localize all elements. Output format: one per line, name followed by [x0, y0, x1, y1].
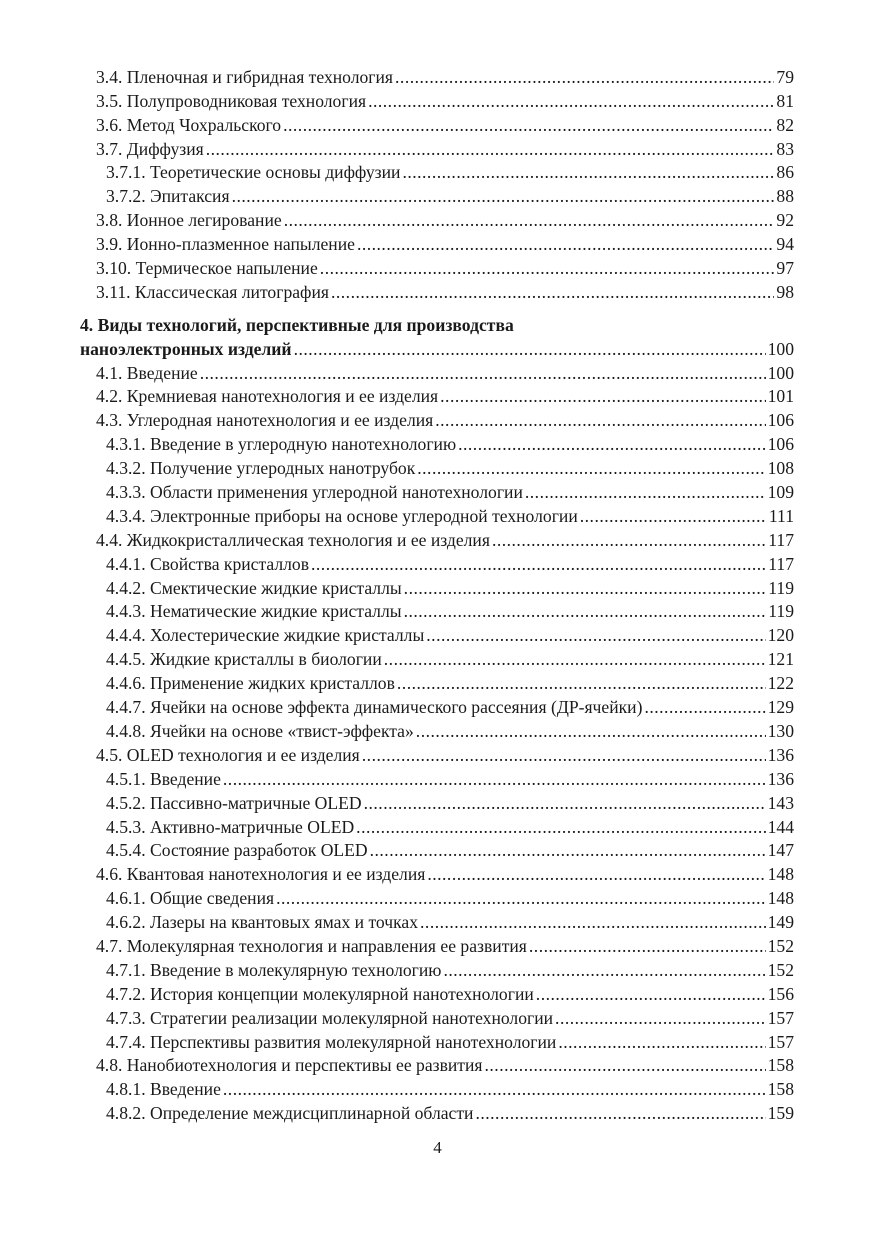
- toc-entry-page: 98: [776, 281, 794, 302]
- toc-entry-page: 120: [767, 625, 794, 646]
- table-of-contents: [80, 64, 794, 1124]
- dot-leader: [200, 363, 766, 384]
- toc-entry-title: 4.4.1. Свойства кристаллов: [106, 553, 309, 574]
- dot-leader: [357, 234, 774, 255]
- toc-entry-page: 158: [767, 1079, 794, 1100]
- toc-entry-title: 4.4.8. Ячейки на основе «твист-эффекта»: [106, 720, 414, 741]
- toc-entry-title: 4.5.4. Состояние разработок OLED: [106, 840, 368, 861]
- chapter-4-title-line2-row: [80, 336, 794, 360]
- toc-entry-title: 3.5. Полупроводниковая технология: [96, 90, 367, 111]
- toc-entry-page: 149: [767, 912, 794, 933]
- dot-leader: [223, 1079, 766, 1100]
- dot-leader: [331, 282, 774, 303]
- dot-leader: [206, 139, 775, 160]
- toc-entry[interactable]: [80, 207, 794, 231]
- dot-leader: [362, 745, 766, 766]
- toc-entry-title: 4.5.2. Пассивно-матричные OLED: [106, 792, 362, 813]
- toc-entry[interactable]: [80, 64, 794, 88]
- toc-entry[interactable]: [80, 861, 794, 885]
- toc-entry-page: 156: [767, 983, 794, 1004]
- toc-entry-page: 94: [776, 234, 794, 255]
- toc-entry-page: 143: [767, 792, 794, 813]
- dot-leader: [525, 482, 766, 503]
- toc-entry-page: 82: [776, 114, 794, 135]
- toc-entry[interactable]: [80, 407, 794, 431]
- toc-entry-page: 83: [776, 138, 794, 159]
- dot-leader: [555, 1008, 766, 1029]
- dot-leader: [417, 458, 765, 479]
- toc-entry-title: 4.8. Нанобиотехнология и перспективы ее развития: [96, 1055, 483, 1076]
- toc-entry[interactable]: [80, 718, 794, 742]
- toc-entry-page: 106: [767, 434, 794, 455]
- dot-leader: [644, 697, 765, 718]
- dot-leader: [492, 530, 766, 551]
- dot-leader: [580, 506, 767, 527]
- dot-leader: [232, 186, 775, 207]
- toc-entry-title: 3.11. Классическая литография: [96, 281, 329, 302]
- dot-leader: [475, 1103, 765, 1124]
- toc-entry-page: 92: [776, 210, 794, 231]
- toc-entry-page: 147: [767, 840, 794, 861]
- toc-entry-title: 3.7. Диффузия: [96, 138, 204, 159]
- section-3-entries: [80, 64, 794, 303]
- toc-entry-title: 3.7.1. Теоретические основы диффузии: [106, 162, 401, 183]
- dot-leader: [311, 554, 766, 575]
- toc-entry-title: 4.7.2. История концепции молекулярной нанотехнологии: [106, 983, 534, 1004]
- toc-entry[interactable]: [80, 957, 794, 981]
- dot-leader: [402, 162, 774, 183]
- toc-entry-page: 122: [767, 673, 794, 694]
- toc-entry[interactable]: [80, 160, 794, 184]
- dot-leader: [223, 769, 766, 790]
- toc-entry-page: 157: [767, 1007, 794, 1028]
- toc-entry[interactable]: [80, 551, 794, 575]
- dot-leader: [284, 210, 775, 231]
- toc-entry[interactable]: [80, 112, 794, 136]
- toc-entry[interactable]: [80, 742, 794, 766]
- toc-entry-page: 159: [767, 1103, 794, 1124]
- dot-leader: [404, 601, 767, 622]
- toc-entry[interactable]: [80, 1005, 794, 1029]
- chapter-4-page: 100: [767, 338, 794, 359]
- dot-leader: [440, 386, 765, 407]
- dot-leader: [276, 888, 766, 909]
- dot-leader: [536, 984, 766, 1005]
- dot-leader: [370, 840, 766, 861]
- toc-entry[interactable]: [80, 670, 794, 694]
- toc-entry[interactable]: [80, 766, 794, 790]
- toc-entry-title: 3.9. Ионно-плазменное напыление: [96, 234, 355, 255]
- toc-entry[interactable]: [80, 694, 794, 718]
- toc-entry[interactable]: [80, 479, 794, 503]
- toc-entry-page: 79: [776, 66, 794, 87]
- toc-entry[interactable]: [80, 622, 794, 646]
- chapter-4-title-line2: наноэлектронных изделий: [80, 338, 292, 359]
- dot-leader: [458, 434, 766, 455]
- dot-leader: [283, 115, 774, 136]
- toc-entry-page: 101: [767, 386, 794, 407]
- toc-entry-page: 108: [767, 458, 794, 479]
- toc-entry[interactable]: [80, 981, 794, 1005]
- toc-entry-title: 3.7.2. Эпитаксия: [106, 186, 230, 207]
- toc-entry-page: 144: [767, 816, 794, 837]
- toc-entry-page: 119: [768, 577, 794, 598]
- dot-leader: [435, 410, 765, 431]
- toc-entry-title: 4.1. Введение: [96, 362, 198, 383]
- toc-entry[interactable]: [80, 231, 794, 255]
- dot-leader: [558, 1032, 765, 1053]
- toc-entry-title: 4.7.3. Стратегии реализации молекулярной нанотехнологии: [106, 1007, 554, 1028]
- toc-entry[interactable]: [80, 599, 794, 623]
- toc-entry[interactable]: [80, 183, 794, 207]
- toc-entry-title: 4.4.6. Применение жидких кристаллов: [106, 673, 395, 694]
- toc-entry-title: 4.3.4. Электронные приборы на основе углеродной технологии: [106, 505, 578, 526]
- toc-entry-page: 86: [776, 162, 794, 183]
- toc-entry-page: 152: [767, 959, 794, 980]
- toc-entry-page: 119: [768, 601, 794, 622]
- toc-entry[interactable]: [80, 527, 794, 551]
- toc-entry[interactable]: [80, 1100, 794, 1124]
- toc-entry[interactable]: [80, 814, 794, 838]
- toc-entry-title: 4.4.5. Жидкие кристаллы в биологии: [106, 649, 382, 670]
- chapter-4-heading[interactable]: [80, 312, 794, 360]
- toc-entry[interactable]: [80, 885, 794, 909]
- toc-entry[interactable]: [80, 646, 794, 670]
- toc-entry-page: 117: [768, 553, 794, 574]
- toc-entry-title: 4.3.1. Введение в углеродную нанотехнологию: [106, 434, 457, 455]
- dot-leader: [356, 817, 765, 838]
- toc-entry[interactable]: [80, 909, 794, 933]
- toc-entry-page: 158: [767, 1055, 794, 1076]
- dot-leader: [364, 793, 766, 814]
- toc-entry-page: 111: [768, 505, 794, 526]
- toc-entry-title: 4.8.1. Введение: [106, 1079, 221, 1100]
- toc-entry-title: 4.6.1. Общие сведения: [106, 888, 275, 909]
- toc-entry-page: 136: [767, 744, 794, 765]
- toc-entry-page: 117: [768, 529, 794, 550]
- toc-entry-page: 152: [767, 935, 794, 956]
- dot-leader: [416, 721, 766, 742]
- toc-entry[interactable]: [80, 255, 794, 279]
- toc-entry-title: 4.3.2. Получение углеродных нанотрубок: [106, 458, 416, 479]
- toc-entry[interactable]: [80, 360, 794, 384]
- toc-entry-title: 4.4.2. Смектические жидкие кристаллы: [106, 577, 402, 598]
- toc-entry-title: 4.7.4. Перспективы развития молекулярной нанотехнологии: [106, 1031, 557, 1052]
- toc-entry-page: 129: [767, 697, 794, 718]
- chapter-4-title-line1: 4. Виды технологий, перспективные для производства: [80, 314, 514, 335]
- toc-entry-page: 109: [767, 482, 794, 503]
- toc-entry-title: 4.5. OLED технология и ее изделия: [96, 744, 360, 765]
- toc-entry-page: 136: [767, 768, 794, 789]
- toc-entry-title: 3.6. Метод Чохральского: [96, 114, 282, 135]
- toc-entry-title: 4.6. Квантовая нанотехнология и ее изделия: [96, 864, 426, 885]
- toc-entry-title: 3.10. Термическое напыление: [96, 258, 318, 279]
- toc-entry-title: 4.3.3. Области применения углеродной нанотехнологии: [106, 482, 523, 503]
- toc-entry-title: 4.8.2. Определение междисциплинарной области: [106, 1103, 474, 1124]
- toc-entry-page: 130: [767, 720, 794, 741]
- toc-entry[interactable]: [80, 88, 794, 112]
- dot-leader: [443, 960, 765, 981]
- dot-leader: [384, 649, 766, 670]
- dot-leader: [420, 912, 766, 933]
- toc-entry[interactable]: [80, 279, 794, 303]
- dot-leader: [368, 91, 774, 112]
- toc-entry-title: 3.4. Пленочная и гибридная технология: [96, 66, 394, 87]
- toc-entry[interactable]: [80, 384, 794, 408]
- toc-entry-page: 100: [767, 362, 794, 383]
- toc-entry[interactable]: [80, 1076, 794, 1100]
- dot-leader: [427, 864, 765, 885]
- dot-leader: [426, 625, 765, 646]
- toc-entry[interactable]: [80, 1029, 794, 1053]
- toc-entry-title: 4.5.3. Активно-матричные OLED: [106, 816, 355, 837]
- toc-entry-title: 4.4.7. Ячейки на основе эффекта динамического рассеяния (ДР-ячейки): [106, 697, 643, 718]
- toc-entry[interactable]: [80, 1053, 794, 1077]
- toc-entry-title: 4.7. Молекулярная технология и направления ее развития: [96, 935, 527, 956]
- toc-entry[interactable]: [80, 838, 794, 862]
- toc-entry-title: 4.7.1. Введение в молекулярную технологию: [106, 959, 442, 980]
- toc-entry-page: 106: [767, 410, 794, 431]
- toc-entry-title: 4.2. Кремниевая нанотехнология и ее изделия: [96, 386, 439, 407]
- toc-entry[interactable]: [80, 575, 794, 599]
- toc-entry-page: 157: [767, 1031, 794, 1052]
- toc-entry[interactable]: [80, 431, 794, 455]
- toc-entry[interactable]: [80, 933, 794, 957]
- toc-entry-page: 121: [767, 649, 794, 670]
- toc-entry-page: 97: [776, 258, 794, 279]
- dot-leader: [485, 1055, 766, 1076]
- toc-entry-title: 3.8. Ионное легирование: [96, 210, 282, 231]
- section-4-entries: [80, 360, 794, 1125]
- toc-entry-page: 148: [767, 888, 794, 909]
- toc-entry-title: 4.4.4. Холестерические жидкие кристаллы: [106, 625, 425, 646]
- toc-entry-page: 88: [776, 186, 794, 207]
- dot-leader: [529, 936, 766, 957]
- toc-entry-title: 4.5.1. Введение: [106, 768, 221, 789]
- dot-leader: [395, 67, 774, 88]
- toc-entry-title: 4.6.2. Лазеры на квантовых ямах и точках: [106, 912, 419, 933]
- dot-leader: [320, 258, 775, 279]
- toc-entry-title: 4.4. Жидкокристаллическая технология и ее изделия: [96, 529, 490, 550]
- toc-entry[interactable]: [80, 503, 794, 527]
- toc-entry-title: 4.4.3. Нематические жидкие кристаллы: [106, 601, 402, 622]
- page-number: 4: [433, 1138, 442, 1157]
- dot-leader: [404, 578, 767, 599]
- toc-entry[interactable]: [80, 455, 794, 479]
- toc-entry[interactable]: [80, 136, 794, 160]
- toc-entry-page: 148: [767, 864, 794, 885]
- toc-entry-page: 81: [776, 90, 794, 111]
- toc-entry[interactable]: [80, 790, 794, 814]
- dot-leader: [294, 339, 766, 360]
- dot-leader: [397, 673, 766, 694]
- toc-entry-title: 4.3. Углеродная нанотехнология и ее изделия: [96, 410, 434, 431]
